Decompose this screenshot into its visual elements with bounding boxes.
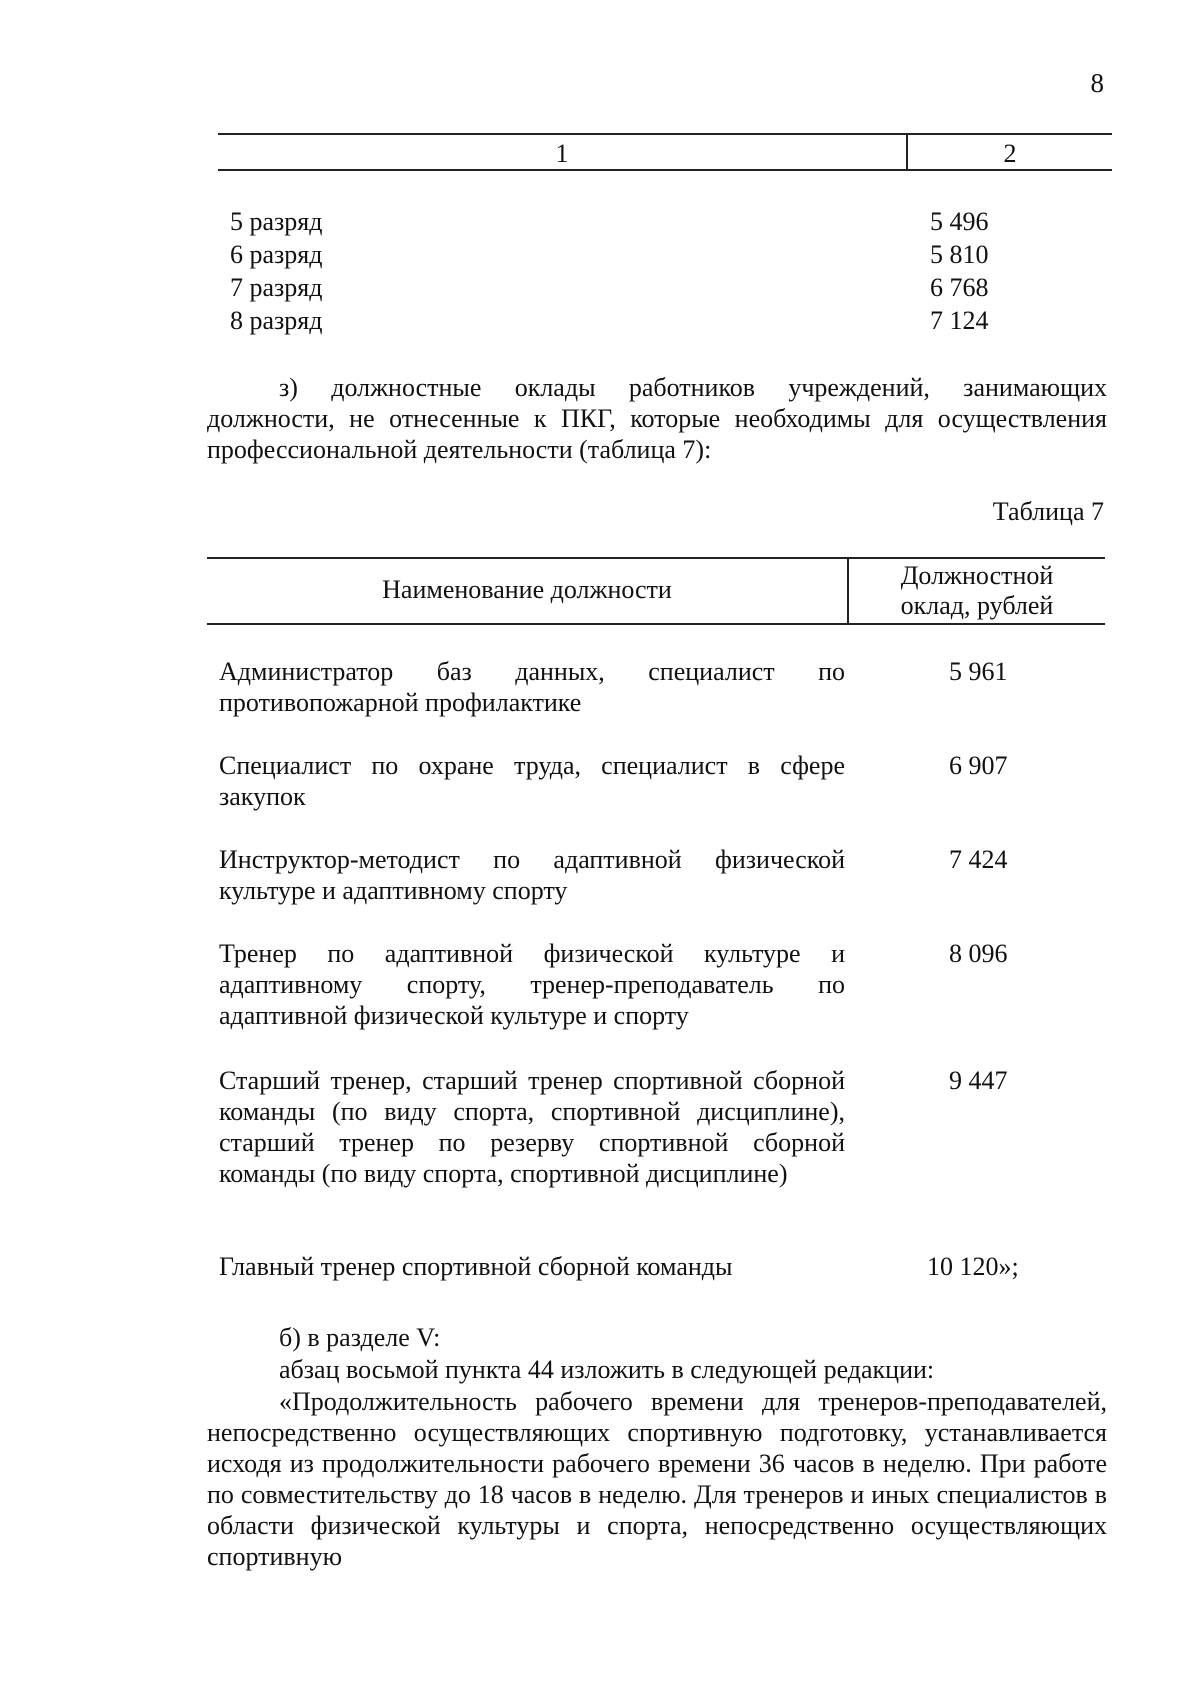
intro-paragraph xyxy=(207,372,1107,465)
position-name-header: Наименование должности xyxy=(382,575,672,604)
section-b-line-1 xyxy=(207,1322,1107,1353)
salary-value: 9 447 xyxy=(949,1066,1008,1095)
section-b-line-2 xyxy=(207,1354,1107,1385)
column-2-header: 2 xyxy=(1003,139,1017,168)
column-1-header: 1 xyxy=(555,139,569,168)
page-number: 8 xyxy=(1090,68,1104,98)
salary-value: 6 907 xyxy=(949,751,1008,780)
salary-header-line-1: Должностной xyxy=(900,561,1054,590)
grade-label: 5 разряд xyxy=(230,207,323,236)
grade-row xyxy=(230,304,1050,337)
section-b-instruction: абзац восьмой пункта 44 изложить в следующей редакции: xyxy=(279,1355,935,1384)
salary-header-line-2: оклад, рублей xyxy=(900,591,1054,620)
grade-row xyxy=(230,205,1050,238)
salary-header xyxy=(849,561,1105,621)
grade-label: 7 разряд xyxy=(230,273,323,302)
section-b-heading: б) в разделе V: xyxy=(279,1323,441,1352)
section-b-quote xyxy=(207,1386,1107,1572)
position-name: Старший тренер, старший тренер спортивной сборной команды (по виду спорта, спортивной дисциплине), старший тренер по резерву спортивной сборной команды (по виду спорта, спортивной дисциплине) xyxy=(219,1066,845,1188)
position-name: Администратор баз данных, специалист по противопожарной профилактике xyxy=(219,657,845,717)
grade-row xyxy=(230,271,1050,304)
salary-table-header xyxy=(207,557,1105,625)
continuation-table-header xyxy=(218,133,1112,171)
section-b-quote-text: «Продолжительность рабочего времени для тренеров-преподавателей, непосредственно осуществляющих спортивную подготовку, устанавливается исходя из продолжительности рабочего времени 36 часов в неделю. При работе по совместительству до 18 часов в неделю. Для тренеров и иных специалистов в области физической культуры и спорта, непосредственно осуществляющих спортивную xyxy=(207,1387,1107,1571)
position-name: Специалист по охране труда, специалист в сфере закупок xyxy=(219,751,845,811)
grade-label: 8 разряд xyxy=(230,306,323,335)
salary-value: 5 961 xyxy=(949,657,1008,686)
grade-value: 7 124 xyxy=(930,306,989,335)
table-caption: Таблица 7 xyxy=(992,497,1104,526)
grade-value: 5 810 xyxy=(930,240,989,269)
position-name: Инструктор-методист по адаптивной физической культуре и адаптивному спорту xyxy=(219,845,845,905)
position-name: Главный тренер спортивной сборной команды xyxy=(219,1252,733,1281)
salary-value: 8 096 xyxy=(949,939,1008,968)
salary-value: 7 424 xyxy=(949,845,1008,874)
grade-value: 5 496 xyxy=(930,207,989,236)
grade-label: 6 разряд xyxy=(230,240,323,269)
grade-row xyxy=(230,238,1050,271)
intro-paragraph-text: з) должностные оклады работников учреждений, занимающих должности, не отнесенные к ПКГ, которые необходимы для осуществления профессиональной деятельности (таблица 7): xyxy=(207,373,1107,464)
salary-table xyxy=(207,557,1105,625)
grade-list xyxy=(230,205,1050,337)
position-name: Тренер по адаптивной физической культуре и адаптивному спорту, тренер-преподаватель по адаптивной физической культуре и спорту xyxy=(219,939,845,1030)
grade-value: 6 768 xyxy=(930,273,989,302)
salary-value: 10 120»; xyxy=(927,1252,1019,1281)
